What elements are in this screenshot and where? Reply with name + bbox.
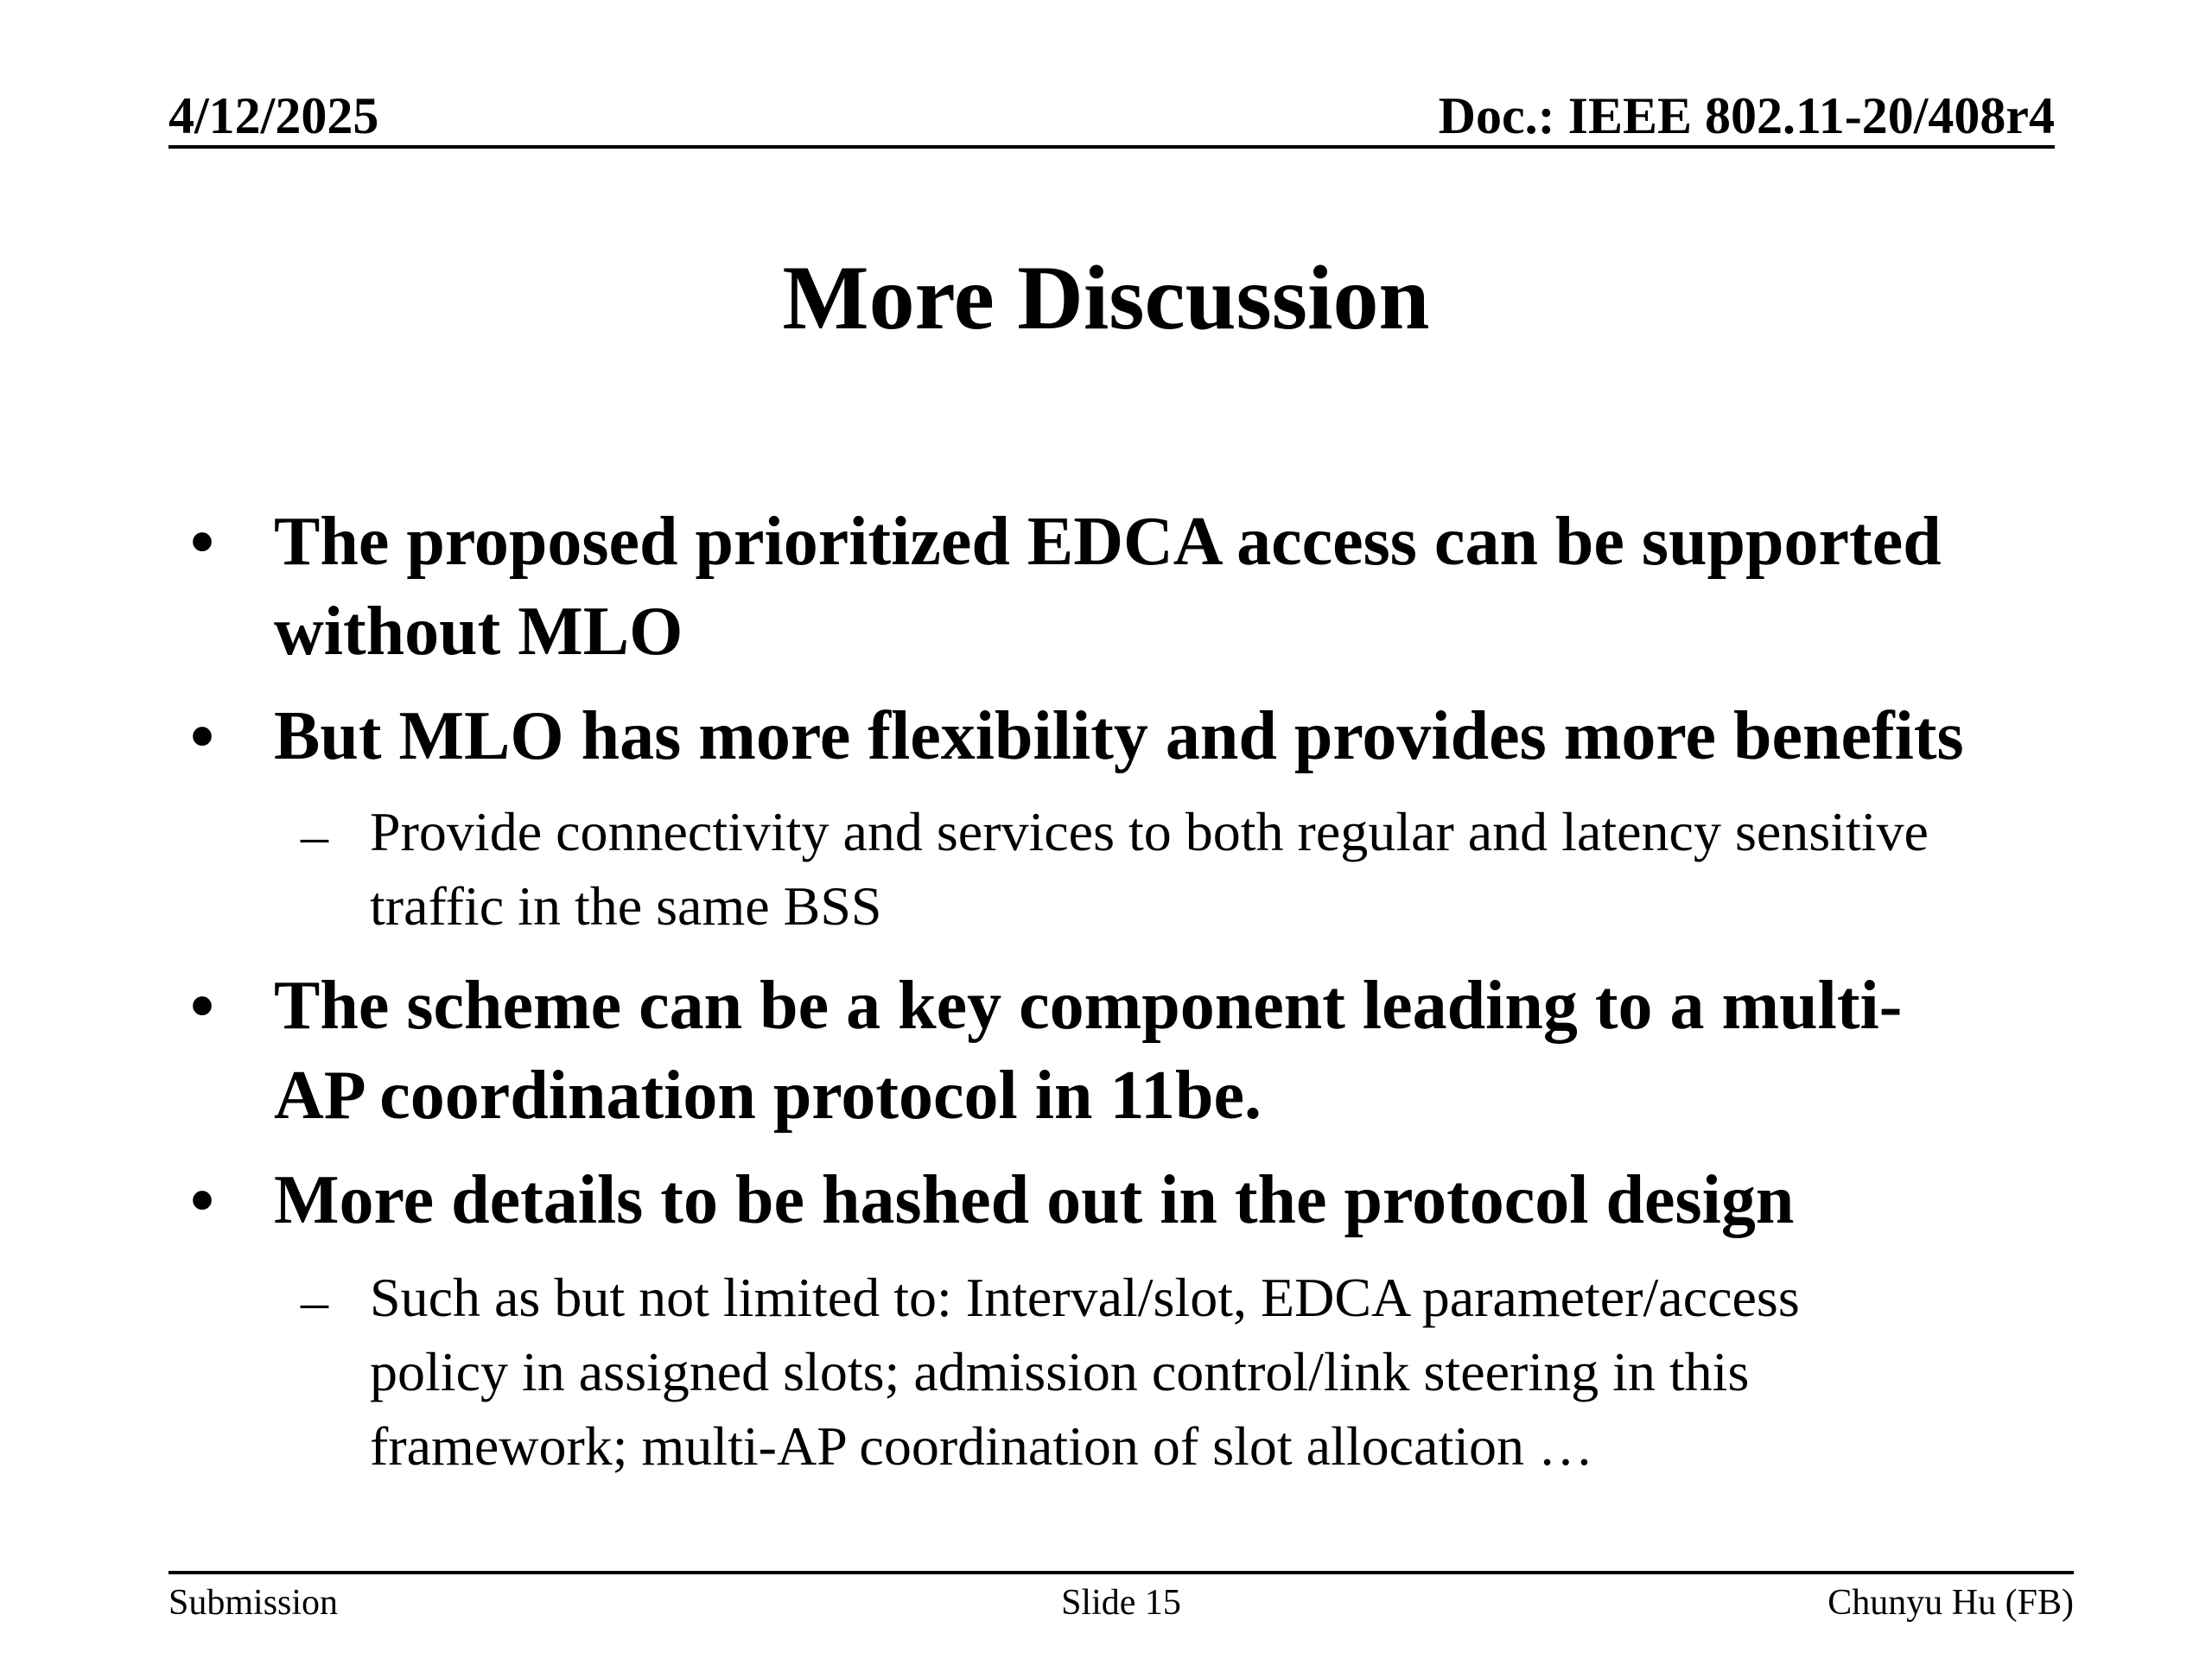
bullet-marker-3: • [190, 969, 215, 1045]
bullet-3-line-1: The scheme can be a key component leading to a multi- [274, 968, 1903, 1044]
bullet-marker-2: • [190, 699, 215, 775]
footer-slide-number: Slide 15 [1061, 1583, 1181, 1623]
header-doc-id: Doc.: IEEE 802.11-20/408r4 [1438, 87, 2055, 144]
bullet-1-line-2: without MLO [274, 594, 683, 670]
slide-title: More Discussion [782, 247, 1430, 348]
bullet-marker-1: • [190, 505, 215, 581]
bullet-3-line-2: AP coordination protocol in 11be. [274, 1058, 1262, 1134]
bullet-2-line-1: But MLO has more flexibility and provides more benefits [274, 698, 1964, 774]
sub-bullet-marker-4-1: – [301, 1270, 328, 1332]
sub-bullet-4-1-line-2: policy in assigned slots; admission control/link steering in this [370, 1341, 1750, 1402]
sub-bullet-4-1-line-3: framework; multi-AP coordination of slot allocation … [370, 1415, 1593, 1477]
sub-bullet-marker-2-1: – [301, 804, 328, 866]
slide-footer [168, 1571, 2074, 1623]
footer-submission: Submission [168, 1583, 339, 1623]
bullet-4-line-1: More details to be hashed out in the protocol design [274, 1162, 1795, 1238]
sub-bullet-2-1-line-2: traffic in the same BSS [370, 875, 882, 937]
bullet-marker-4: • [190, 1163, 215, 1239]
bullet-1-line-1: The proposed prioritized EDCA access can be supported [274, 504, 1942, 580]
sub-bullet-2-1-line-1: Provide connectivity and services to both regular and latency sensitive [370, 801, 1929, 862]
header-date: 4/12/2025 [168, 87, 379, 144]
sub-bullet-4-1-line-1: Such as but not limited to: Interval/slot, EDCA parameter/access [370, 1267, 1800, 1328]
footer-author: Chunyu Hu (FB) [1827, 1583, 2074, 1623]
